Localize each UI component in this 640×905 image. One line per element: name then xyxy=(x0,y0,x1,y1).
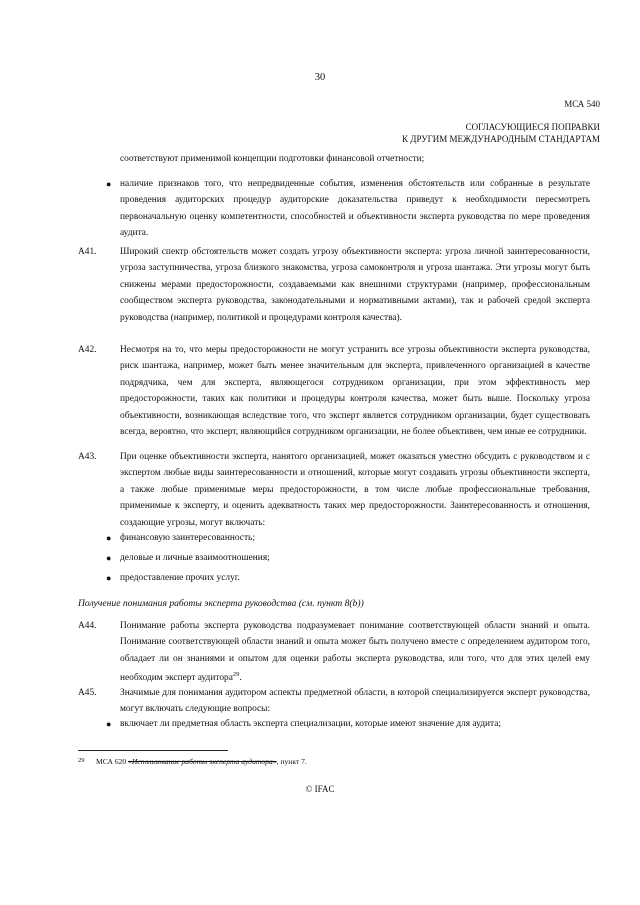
list-item xyxy=(78,176,590,246)
standard-code: МСА 540 xyxy=(564,99,600,109)
continuation-text: соответствуют применимой концепции подготовки финансовой отчетности; xyxy=(120,154,425,164)
bullet-text: предоставление прочих услуг. xyxy=(120,573,240,583)
bullet-icon: ● xyxy=(106,533,112,543)
paragraph-text: Несмотря на то, что меры предосторожности не могут устранить все угрозы объективности эксперта руководства, риск шантажа, например, может быть менее значительным для эксперта, привлеченного организацией в качестве подрядчика, чем для эксперта, являющегося сотрудником организации, при этом эффективность мер предосторожности, таких как политики и процедуры контроля качества, может быть выше. Поскольку угроза объективности, возникающая вследствие того, что эксперт является сотрудником организации, будет существовать всегда, вероятно, что эксперт, являющийся сотрудником организации, не более объективен, чем иные ее сотрудники. xyxy=(120,345,590,438)
paragraph-number: A42. xyxy=(78,345,97,355)
page-number: 30 xyxy=(314,72,326,83)
footnote-text xyxy=(96,757,307,766)
paragraph-number: A44. xyxy=(78,621,97,631)
paragraph-text-end: . xyxy=(239,673,242,684)
bullet-text: финансовую заинтересованность; xyxy=(120,533,255,543)
bullet-text: включает ли предметная область эксперта специализации, которые имеют значение для аудита; xyxy=(120,719,501,729)
footnote-reference: 29 xyxy=(232,671,240,679)
paragraph-a43 xyxy=(78,449,590,528)
paragraph-text: Значимые для понимания аудитором аспекты предметной области, в которой специализируется эксперт руководства, могут включать следующие вопросы: xyxy=(120,688,590,715)
bullet-icon: ● xyxy=(106,553,112,563)
paragraph-number: A41. xyxy=(78,247,97,257)
footnote-struck-title: «Использование работы эксперта аудитора» xyxy=(128,757,277,766)
bullet-text: наличие признаков того, что непредвиденные события, изменения обстоятельств или собранные в результате проведения аудиторских процедур аудиторские доказательства приведут к необходимости пересмотреть первоначальную оценку компетентности, способностей и объективности эксперта руководства по мере проведения аудита. xyxy=(120,179,590,239)
section-header-line-1: СОГЛАСУЮЩИЕСЯ ПОПРАВКИ xyxy=(465,122,600,132)
footnote-prefix: МСА 620 xyxy=(96,757,129,766)
footer-copyright: © IFAC xyxy=(305,784,335,794)
paragraph-text-body: Понимание работы эксперта руководства подразумевает понимание соответствующей области знаний и опыта. Понимание соответствующей области знаний и опыта может быть получено вместе с определением аудитором того, обладает ли он знаниями и опытом для оценки работы эксперта руководства, или того, что для этих целей ему необходим эксперт аудитора xyxy=(120,621,590,684)
subheading: Получение понимания работы эксперта руководства (см. пункт 8(b)) xyxy=(78,598,364,609)
footnote-suffix: , пункт 7. xyxy=(276,757,307,766)
bullet-text: деловые и личные взаимоотношения; xyxy=(120,553,270,563)
paragraph-number: A43. xyxy=(78,452,97,462)
paragraph-a44 xyxy=(78,618,590,684)
section-header-line-2: К ДРУГИМ МЕЖДУНАРОДНЫМ СТАНДАРТАМ xyxy=(402,134,600,144)
bullet-icon: ● xyxy=(106,179,112,189)
paragraph-a42 xyxy=(78,342,590,442)
paragraph-text: При оценке объективности эксперта, нанятого организацией, может оказаться уместно обсудить с руководством и с экспертом любые виды заинтересованности и отношений, которые могут создавать угрозы объективности эксперта, а также любые применимые меры предосторожности, в том числе любые профессиональные требования, применимые к эксперту, и оценить адекватность таких мер предосторожности. Заинтересованность и отношения, создающие угрозы, могут включать: xyxy=(120,452,590,528)
paragraph-text: Широкий спектр обстоятельств может создать угрозу объективности эксперта: угроза личной заинтересованности, угроза заступничества, угроза близкого знакомства, угроза самоконтроля и угроза шантажа. Эти угрозы могут быть снижены мерами предосторожности, создаваемыми как внешними структурами (например, профессиональным сообществом эксперта руководства, законодательными и нормативными актами), так и рабочей средой эксперта руководства (например, политикой и процедурами контроля качества). xyxy=(120,247,590,323)
paragraph-number: A45. xyxy=(78,688,97,698)
footnote-divider xyxy=(78,750,228,751)
footnote-number: 29 xyxy=(78,757,85,764)
section-header xyxy=(402,121,600,145)
bullet-icon: ● xyxy=(106,573,112,583)
bullet-icon: ● xyxy=(106,719,112,729)
paragraph-a41 xyxy=(78,244,590,334)
paragraph-text xyxy=(120,618,590,687)
